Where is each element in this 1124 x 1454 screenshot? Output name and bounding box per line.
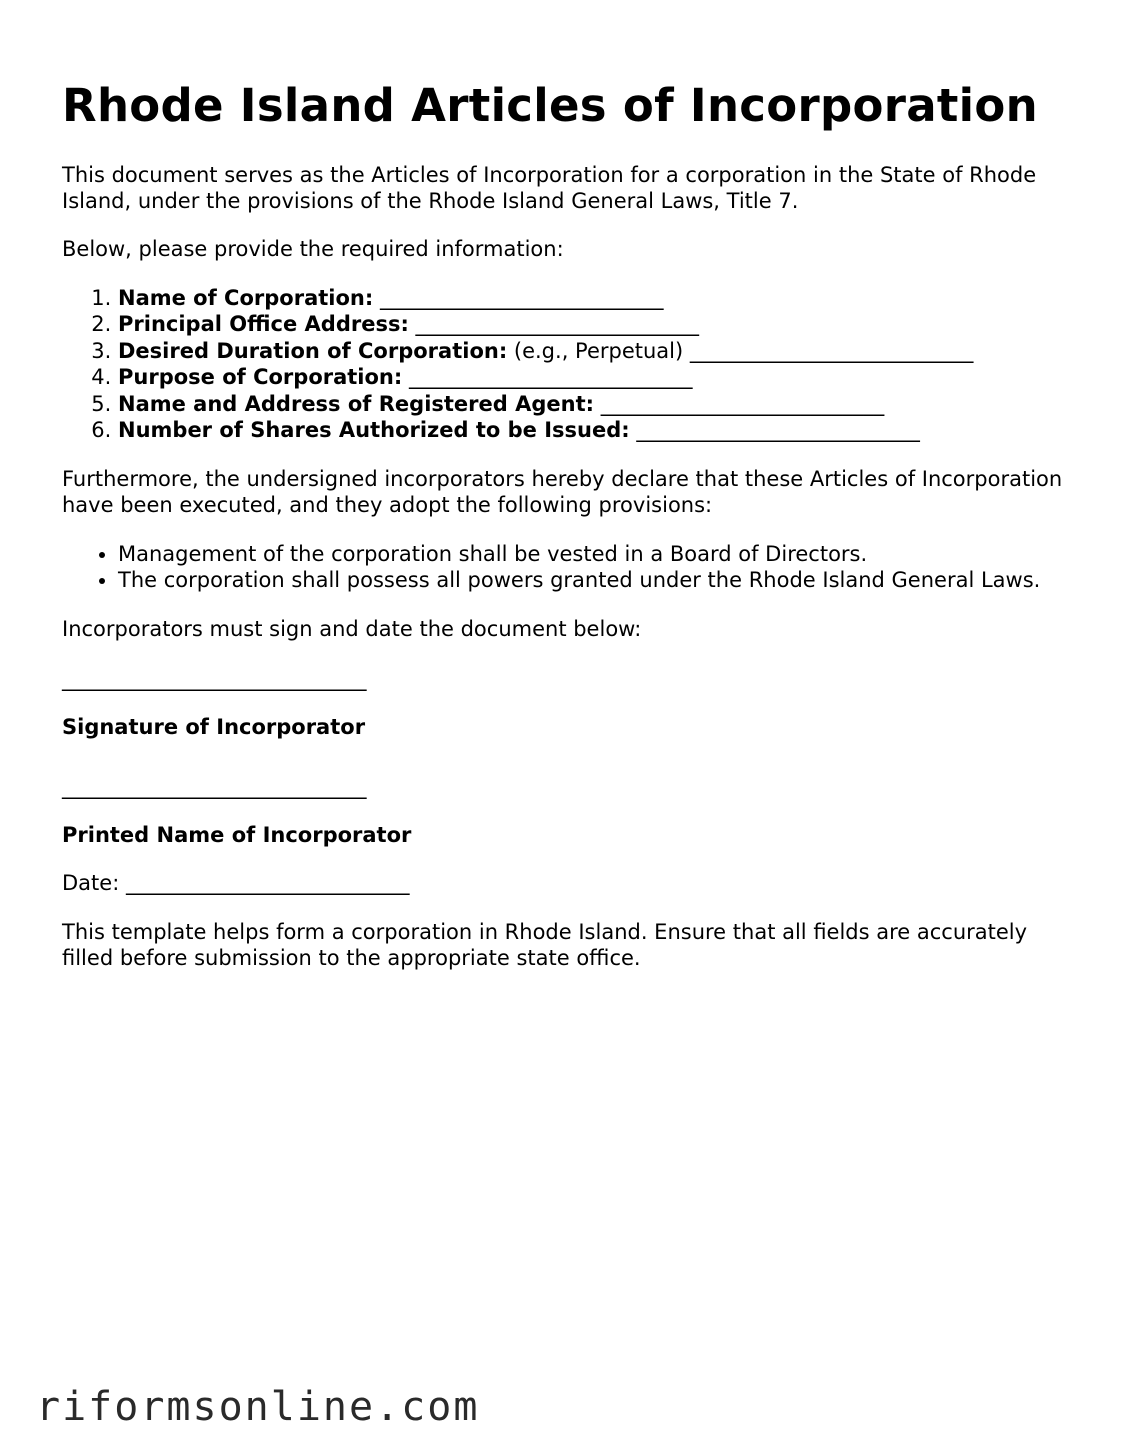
field-label: Number of Shares Authorized to be Issued: <box>118 418 630 443</box>
list-item: • The corporation shall possess all powers granted under the Rhode Island General Laws. <box>118 567 1072 593</box>
furthermore-paragraph: Furthermore, the undersigned incorporators hereby declare that these Articles of Incorporation have been executed, and they adopt the following provisions: <box>62 467 1063 518</box>
date-blank[interactable]: ___________________________ <box>125 871 410 896</box>
required-fields-list <box>62 285 1072 443</box>
signature-line[interactable]: _____________________________ <box>62 667 367 692</box>
provisions-list <box>62 541 1072 593</box>
site-watermark: riformsonline.com <box>36 1384 480 1430</box>
shares-authorized-blank[interactable]: ___________________________ <box>636 418 920 443</box>
duration-blank[interactable]: ___________________________ <box>689 338 974 363</box>
field-note: (e.g., Perpetual) <box>507 338 684 363</box>
closing-paragraph: This template helps form a corporation in Rhode Island. Ensure that all fields are accurately filled before submission to the appropriate state office. <box>62 920 1028 971</box>
purpose-blank[interactable]: ___________________________ <box>408 365 693 390</box>
list-item <box>118 285 1072 311</box>
field-label: Name of Corporation: <box>118 286 374 310</box>
field-label: Principal Office Address: <box>118 312 409 337</box>
corporation-name-blank[interactable]: ___________________________ <box>379 286 664 310</box>
date-label: Date: <box>62 871 120 896</box>
printed-name-line[interactable]: _____________________________ <box>62 775 367 800</box>
list-item <box>118 417 1072 443</box>
signature-label: Signature of Incorporator <box>62 715 366 740</box>
list-item <box>118 311 1072 337</box>
list-item <box>118 391 1072 417</box>
list-item: • Management of the corporation shall be vested in a Board of Directors. <box>118 541 1072 567</box>
document-page <box>62 78 1072 971</box>
sign-instruction: Incorporators must sign and date the document below: <box>62 617 642 642</box>
document-title: Rhode Island Articles of Incorporation <box>62 79 1038 132</box>
date-field <box>62 870 1072 896</box>
field-label: Desired Duration of Corporation: <box>118 338 508 363</box>
list-item <box>118 338 1072 364</box>
prompt-text: Below, please provide the required information: <box>62 237 564 261</box>
intro-paragraph: This document serves as the Articles of Incorporation for a corporation in the State of Rhode Island, under the provisions of the Rhode Island General Laws, Title 7. <box>62 163 1037 213</box>
list-item <box>118 364 1072 390</box>
field-label: Purpose of Corporation: <box>118 365 403 390</box>
principal-office-blank[interactable]: ___________________________ <box>415 312 700 337</box>
printed-name-label: Printed Name of Incorporator <box>62 823 412 848</box>
field-label: Name and Address of Registered Agent: <box>118 391 595 416</box>
registered-agent-blank[interactable]: ___________________________ <box>600 391 885 416</box>
